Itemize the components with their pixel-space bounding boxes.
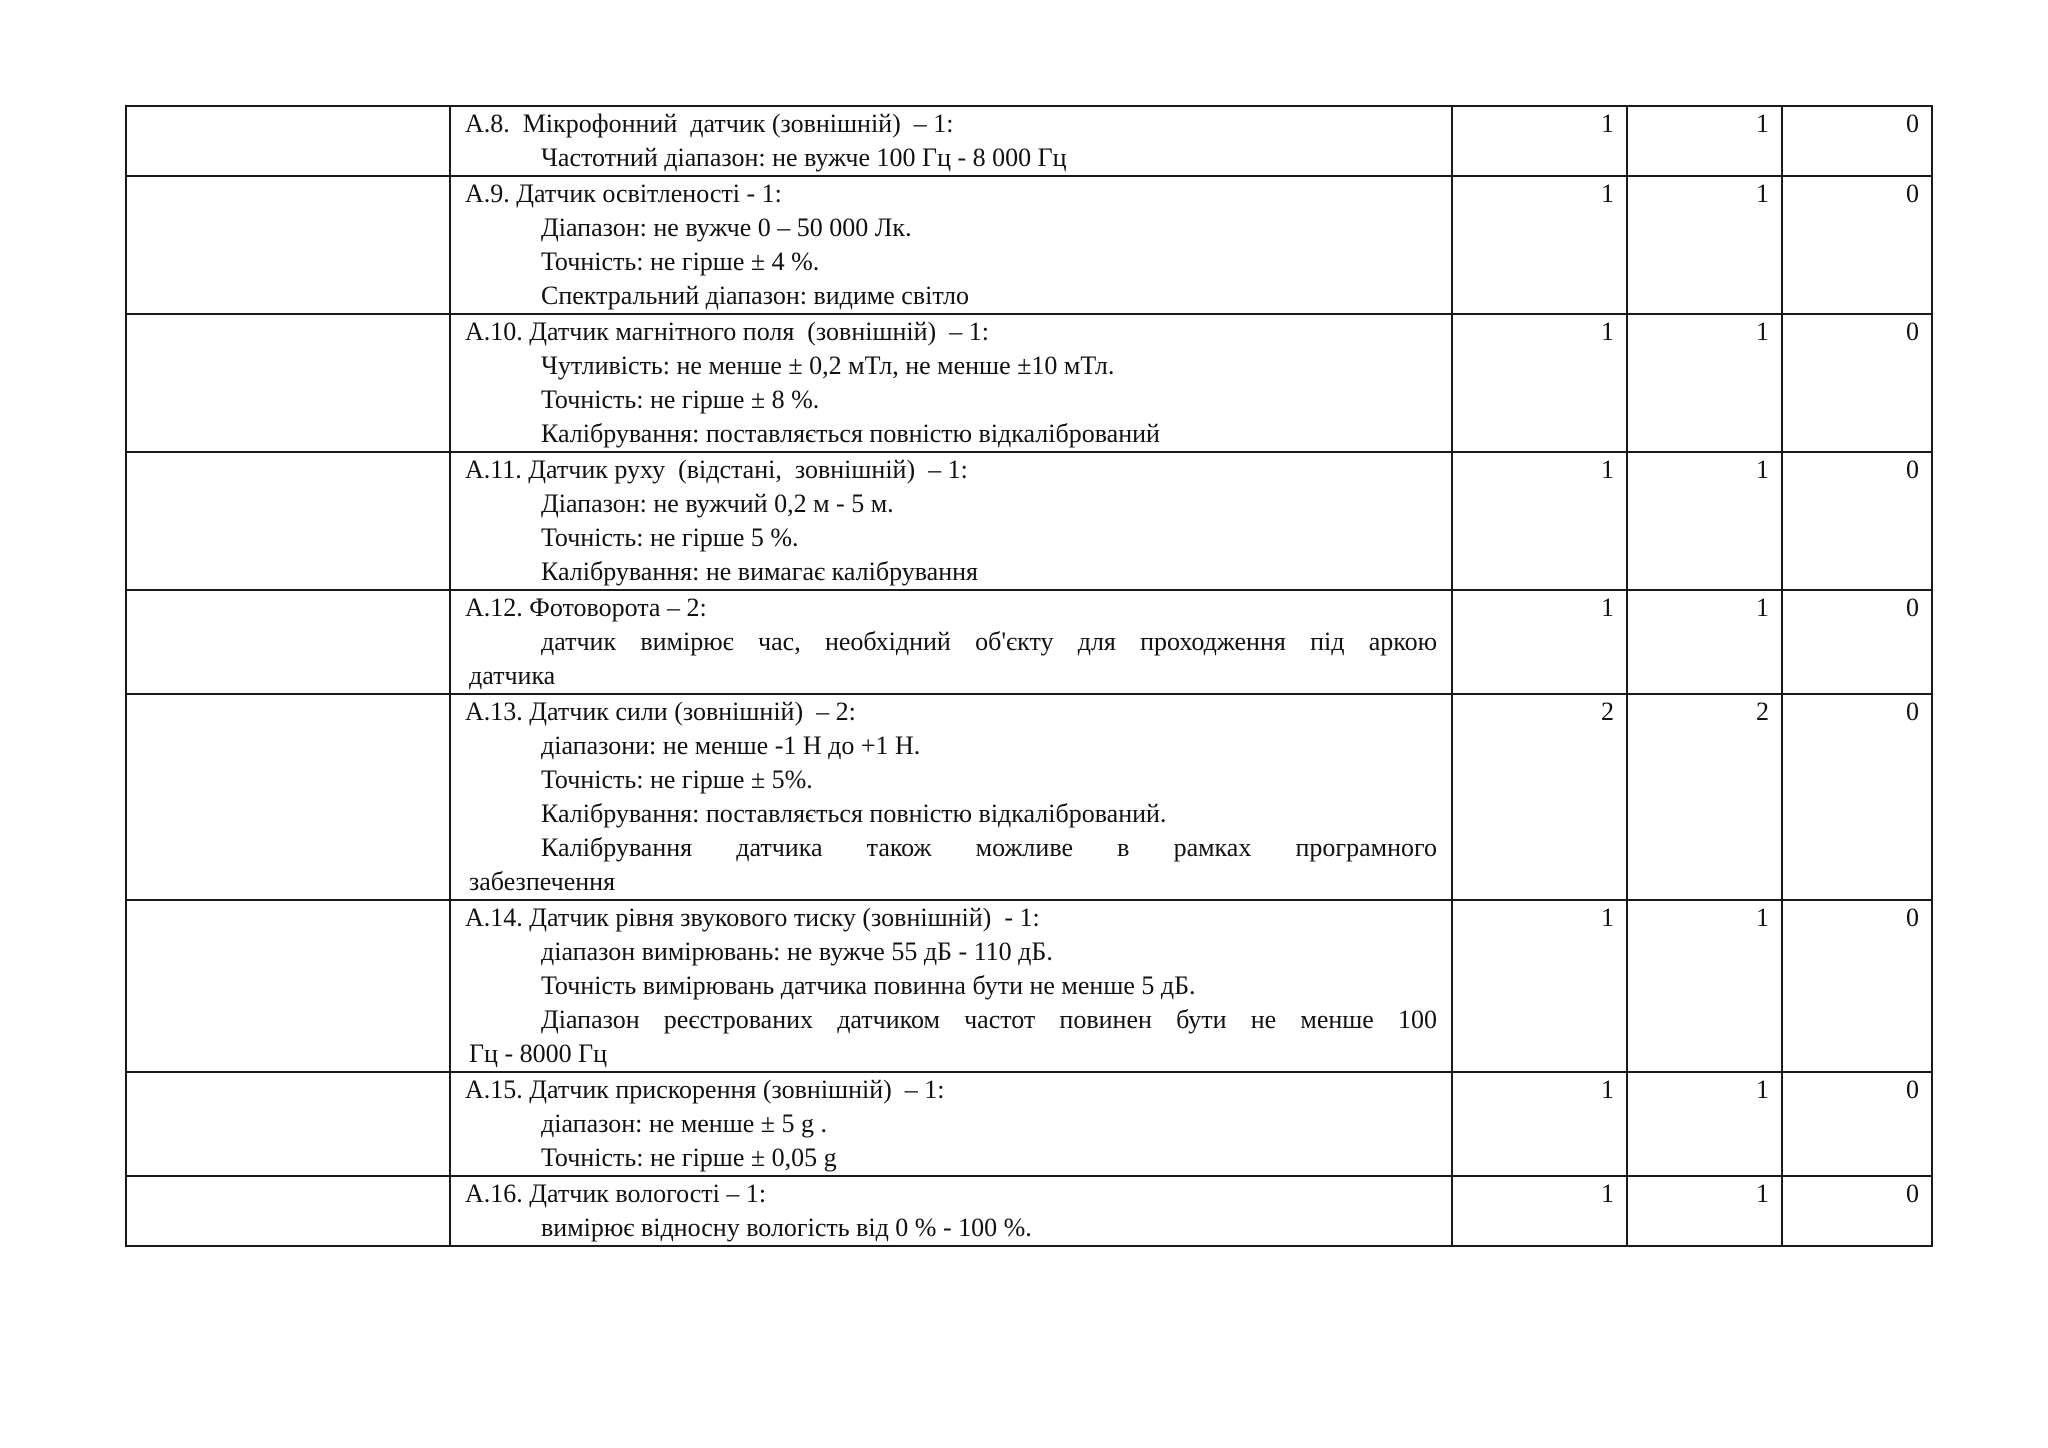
quantity-cell: 1 <box>1627 176 1782 314</box>
empty-cell <box>126 590 450 694</box>
table-row <box>126 314 1932 452</box>
table-row <box>126 900 1932 1072</box>
spec-line: Спектральний діапазон: видиме світло <box>541 281 970 310</box>
item-title: А.16. Датчик вологості – 1: <box>465 1179 767 1208</box>
spec-line: Калібрування: поставляється повністю відкалібрований. <box>541 799 1167 828</box>
item-title: А.12. Фотоворота – 2: <box>465 593 707 622</box>
empty-cell <box>126 106 450 176</box>
item-description <box>450 590 1452 694</box>
spec-table-body <box>126 106 1932 1246</box>
quantity-cell: 0 <box>1782 176 1932 314</box>
table-row <box>126 590 1932 694</box>
item-title: А.13. Датчик сили (зовнішній) – 2: <box>465 697 856 726</box>
quantity-cell: 1 <box>1452 1176 1627 1246</box>
item-title: А.9. Датчик освітленості - 1: <box>465 179 782 208</box>
item-description <box>450 176 1452 314</box>
quantity-cell: 1 <box>1452 452 1627 590</box>
item-description <box>450 452 1452 590</box>
table-row <box>126 106 1932 176</box>
quantity-cell: 1 <box>1452 106 1627 176</box>
quantity-cell: 0 <box>1782 590 1932 694</box>
table-row <box>126 694 1932 900</box>
spec-line: Точність: не гірше ± 8 %. <box>541 385 820 414</box>
quantity-cell: 2 <box>1627 694 1782 900</box>
spec-line: Точність: не гірше ± 5%. <box>541 765 813 794</box>
spec-line: Калібрування: поставляється повністю відкалібрований <box>541 419 1160 448</box>
item-description <box>450 106 1452 176</box>
spec-line: Точність вимірювань датчика повинна бути не менше 5 дБ. <box>541 971 1196 1000</box>
item-title: А.10. Датчик магнітного поля (зовнішній) – 1: <box>465 317 989 346</box>
quantity-cell: 0 <box>1782 452 1932 590</box>
table-row <box>126 1176 1932 1246</box>
spec-line: вимірює відносну вологість від 0 % - 100 %. <box>541 1213 1032 1242</box>
quantity-cell: 1 <box>1452 900 1627 1072</box>
quantity-cell: 1 <box>1452 1072 1627 1176</box>
spec-line: Діапазон: не вужче 0 – 50 000 Лк. <box>541 213 912 242</box>
empty-cell <box>126 694 450 900</box>
empty-cell <box>126 314 450 452</box>
empty-cell <box>126 1176 450 1246</box>
quantity-cell: 1 <box>1452 590 1627 694</box>
spec-line: Калібрування: не вимагає калібрування <box>541 557 979 586</box>
spec-line: Точність: не гірше 5 %. <box>541 523 799 552</box>
quantity-cell: 0 <box>1782 900 1932 1072</box>
quantity-cell: 0 <box>1782 694 1932 900</box>
item-title: А.15. Датчик прискорення (зовнішній) – 1: <box>465 1075 945 1104</box>
quantity-cell: 0 <box>1782 314 1932 452</box>
quantity-cell: 1 <box>1627 590 1782 694</box>
quantity-cell: 1 <box>1627 106 1782 176</box>
spec-line: датчик вимірює час, необхідний об'єкту для проходження під аркою <box>541 627 1437 656</box>
spec-line: діапазони: не менше -1 Н до +1 Н. <box>541 731 921 760</box>
spec-line: Точність: не гірше ± 4 %. <box>541 247 820 276</box>
quantity-cell: 0 <box>1782 1176 1932 1246</box>
quantity-cell: 0 <box>1782 1072 1932 1176</box>
table-row <box>126 1072 1932 1176</box>
quantity-cell: 1 <box>1452 314 1627 452</box>
quantity-cell: 2 <box>1452 694 1627 900</box>
item-description <box>450 900 1452 1072</box>
empty-cell <box>126 176 450 314</box>
quantity-cell: 1 <box>1627 314 1782 452</box>
item-title: А.11. Датчик руху (відстані, зовнішній) – 1: <box>465 455 968 484</box>
spec-line-continuation: забезпечення <box>469 867 616 896</box>
quantity-cell: 0 <box>1782 106 1932 176</box>
item-description <box>450 694 1452 900</box>
item-description <box>450 1072 1452 1176</box>
spec-line-continuation: датчика <box>469 661 556 690</box>
spec-line: діапазон вимірювань: не вужче 55 дБ - 110 дБ. <box>541 937 1053 966</box>
quantity-cell: 1 <box>1627 1072 1782 1176</box>
table-row <box>126 176 1932 314</box>
quantity-cell: 1 <box>1627 900 1782 1072</box>
empty-cell <box>126 452 450 590</box>
quantity-cell: 1 <box>1627 1176 1782 1246</box>
item-title: А.14. Датчик рівня звукового тиску (зовнішній) - 1: <box>465 903 1040 932</box>
quantity-cell: 1 <box>1627 452 1782 590</box>
spec-line: Точність: не гірше ± 0,05 g <box>541 1143 837 1172</box>
equipment-spec-table <box>125 105 1933 1247</box>
spec-line: Діапазон: не вужчий 0,2 м - 5 м. <box>541 489 894 518</box>
item-description <box>450 1176 1452 1246</box>
spec-line: Чутливість: не менше ± 0,2 мТл, не менше ±10 мТл. <box>541 351 1115 380</box>
table-row <box>126 452 1932 590</box>
spec-line: Діапазон реєстрованих датчиком частот повинен бути не менше 100 <box>541 1005 1437 1034</box>
empty-cell <box>126 1072 450 1176</box>
quantity-cell: 1 <box>1452 176 1627 314</box>
spec-line-continuation: Гц - 8000 Гц <box>469 1039 608 1068</box>
spec-line: діапазон: не менше ± 5 g . <box>541 1109 828 1138</box>
spec-line: Калібрування датчика також можливе в рамках програмного <box>541 833 1437 862</box>
item-title: А.8. Мікрофонний датчик (зовнішній) – 1: <box>465 109 954 138</box>
empty-cell <box>126 900 450 1072</box>
spec-line: Частотний діапазон: не вужче 100 Гц - 8 000 Гц <box>541 143 1067 172</box>
item-description <box>450 314 1452 452</box>
